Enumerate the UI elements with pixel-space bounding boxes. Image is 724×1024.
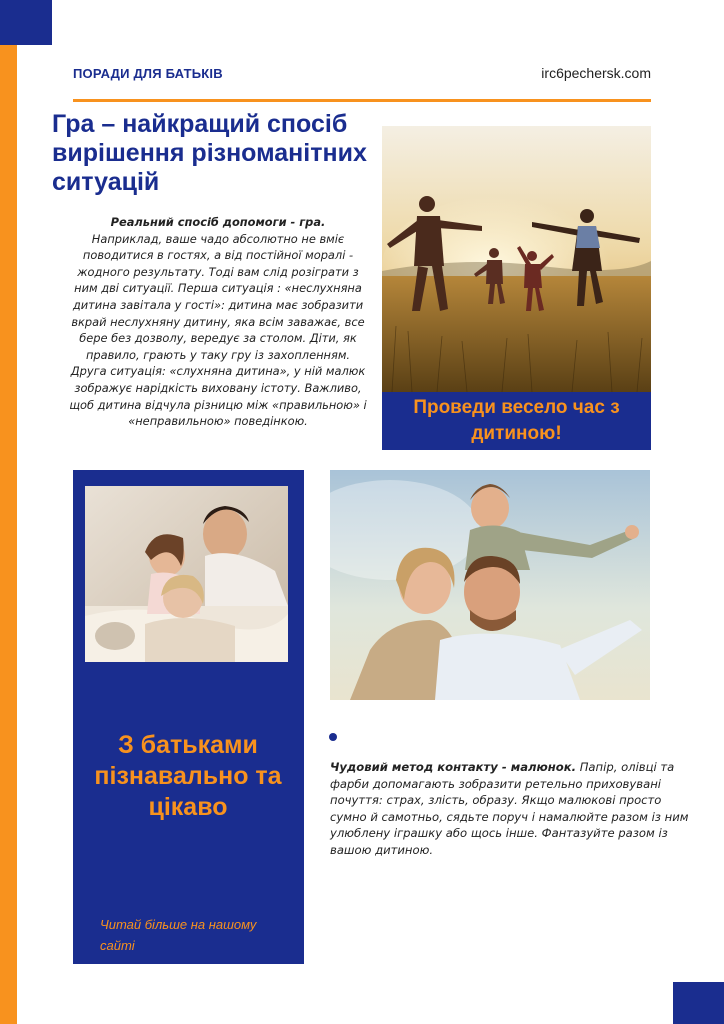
method-paragraph	[330, 759, 695, 859]
corner-block-top-left	[0, 0, 52, 45]
section-label: ПОРАДИ ДЛЯ БАТЬКІВ	[73, 66, 223, 81]
family-field-photo	[382, 126, 651, 392]
method-body: Папір, олівці та фарби допомагають зобразити ретельно приховувані почуття: страх, злість, образу. Якщо малюкові просто сумно й самотньо, сядьте поруч і намалюйте разом із ним улюблену іграшку або щось інше. Фантазуйте разом із вашою дитиною.	[330, 760, 689, 857]
header-divider	[73, 99, 651, 102]
corner-block-bottom-right	[673, 982, 724, 1024]
article-title: Гра – найкращий спосіб вирішення різноманітних ситуацій	[52, 110, 367, 196]
family-outdoor-photo	[330, 470, 650, 700]
article-body	[68, 214, 368, 430]
article-lead: Реальний спосіб допомоги - гра.	[110, 215, 326, 229]
bullet-dot	[329, 733, 337, 741]
panel-heading: З батьками пізнавально та цікаво	[94, 731, 282, 821]
website-url[interactable]: irc6pechersk.com	[541, 65, 651, 81]
article-paragraph: Наприклад, ваше чадо абсолютно не вміє поводитися в гостях, а від постійної моралі - жодного результату. Тоді вам слід розіграти з ним дві ситуації. Перша ситуація : «неслухняна дитина завітала у гості»: дитина має зобразити вкрай неслухняну дитину, яка всім заважає, все бере без дозволу, вередує за столом. Діти, як правило, грають у таку гру із захопленням. Друга ситуація: «слухняна дитина», у ній малюк зображує нарідкість виховану істоту. Важливо, щоб дитина відчула різницю між «правильною» і «неправильною» поведінкою.	[69, 231, 367, 429]
photo-caption: Проведи весело час з дитиною!	[382, 392, 651, 450]
read-more-link[interactable]: Читай більше на нашому сайті	[100, 917, 257, 953]
method-lead: Чудовий метод контакту - малюнок.	[330, 760, 577, 774]
family-bed-photo	[85, 486, 288, 662]
left-orange-strip	[0, 0, 17, 1024]
